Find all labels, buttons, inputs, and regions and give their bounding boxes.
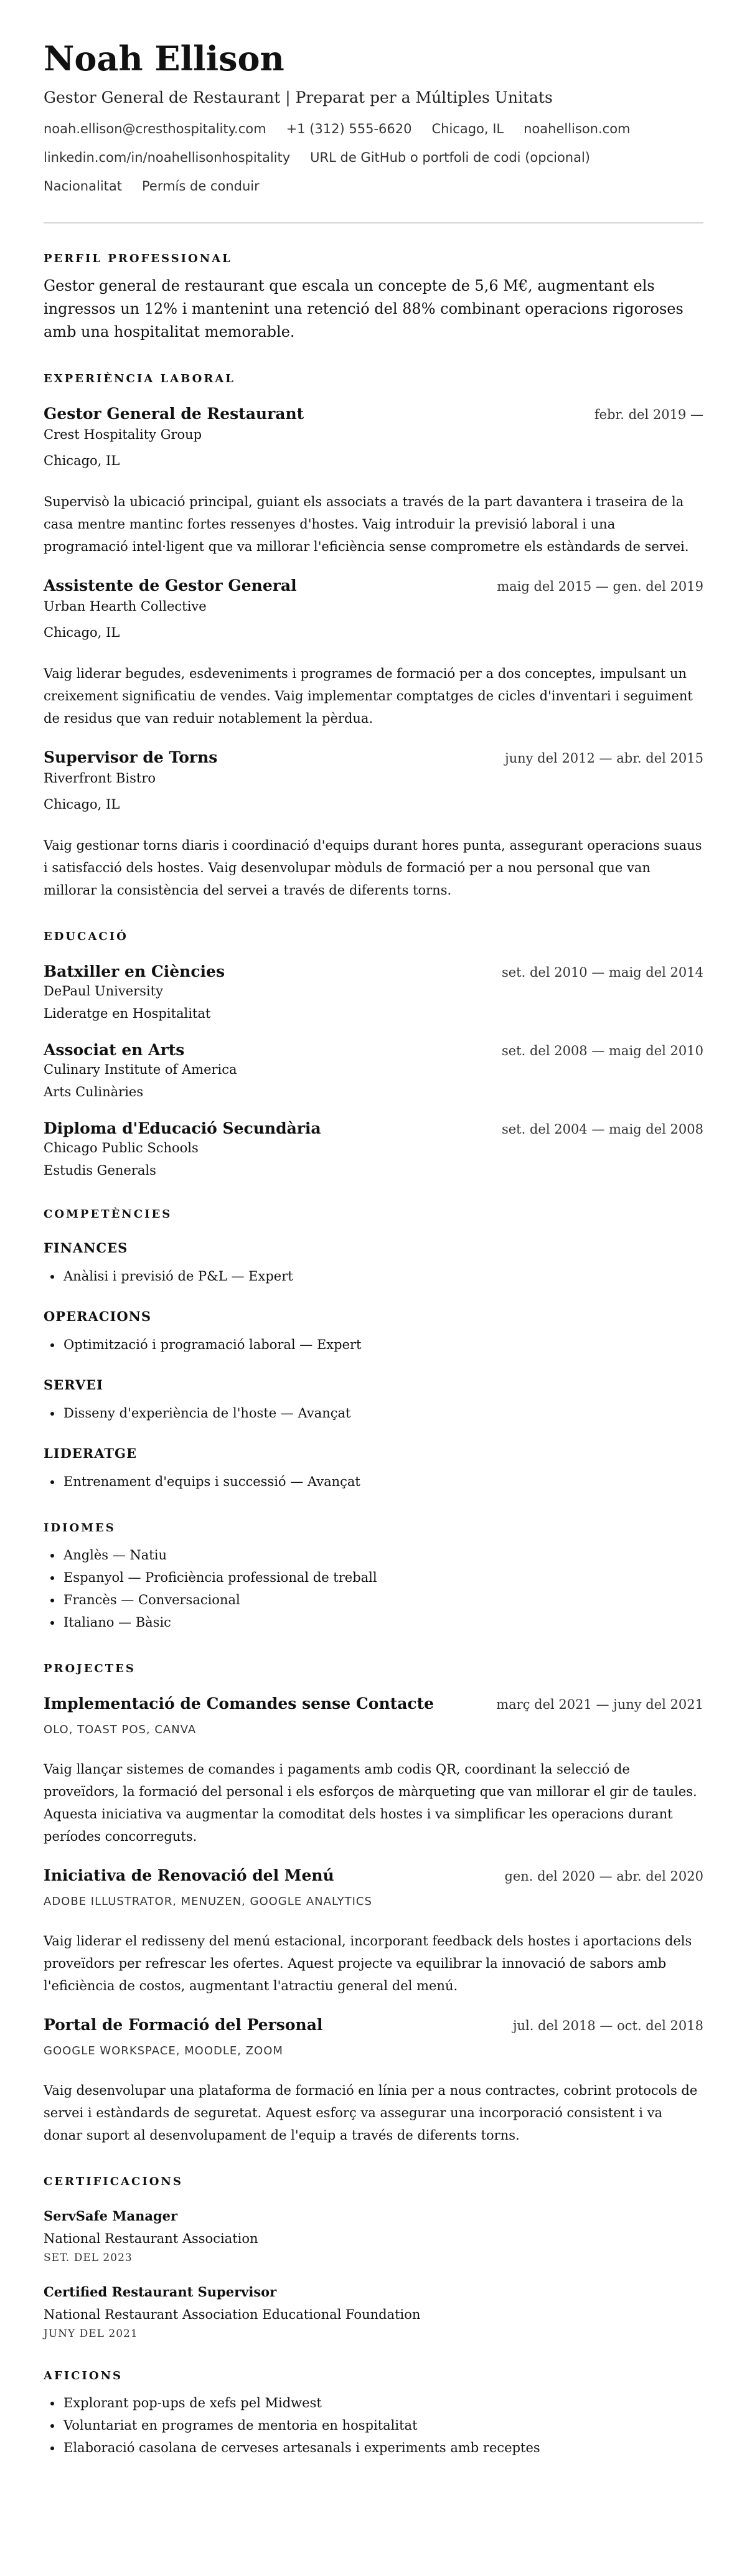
experience-entry [44,576,703,730]
linkedin-link[interactable]: linkedin.com/in/noahellisonhospitality [44,150,291,165]
project-entry [44,2016,703,2146]
job-description: Vaig gestionar torns diaris i coordinació d'equips durant hores punta, assegurant operacions suaus i satisfacció dels hostes. Vaig desenvolupar mòduls de formació per a nou personal que van millorar la consistència del servei a través de diferents torns. [44,838,702,898]
school-name: Culinary Institute of America [44,1062,237,1077]
summary-heading: PERFIL PROFESSIONAL [44,252,232,265]
job-company: Crest Hospitality Group [44,427,202,442]
phone-text: +1 (312) 555-6620 [286,121,412,136]
skill-list [44,1265,703,1287]
hobby-item: • Explorant pop-ups de xefs pel Midwest [62,2392,703,2414]
contact-row-primary [44,121,703,137]
study-field: Lideratge en Hospitalitat [44,1006,211,1021]
skill-item: • Anàlisi i previsió de P&L — Expert [62,1265,703,1287]
skill-item: • Disseny d'experiència de l'hoste — Avançat [62,1402,703,1424]
skill-category: FINANCES [44,1240,128,1256]
degree-dates: set. del 2004 — maig del 2008 [501,1122,703,1137]
school-name: DePaul University [44,984,163,999]
candidate-tagline: Gestor General de Restaurant | Preparat per a Múltiples Unitats [44,88,553,106]
language-item: • Anglès — Natiu [62,1544,703,1566]
skill-category: SERVEI [44,1377,103,1393]
hobby-item: • Voluntariat en programes de mentoria en hospitalitat [62,2414,703,2437]
education-entry [44,962,703,1022]
project-entry [44,1695,703,1848]
project-name: Portal de Formació del Personal [44,2016,323,2034]
skill-list [44,1402,703,1424]
education-heading: EDUCACIÓ [44,930,128,943]
degree-dates: set. del 2010 — maig del 2014 [501,965,703,980]
summary-text: Gestor general de restaurant que escala un concepte de 5,6 M€, augmentant els ingressos un 12% i mantenint una retenció del 88% combinant operacions rigoroses amb una hospitalitat memorable. [44,277,684,341]
job-company: Urban Hearth Collective [44,599,207,614]
skill-list [44,1333,703,1356]
certification-entry [44,2283,703,2341]
job-description: Supervisò la ubicació principal, guiant els associats a través de la part davantera i traseira de la casa mentre mantinc fortes ressenyes d'hostes. Vaig introduir la previsió laboral i una programació intel·ligent que va millorar l'eficiència sense comprometre els estàndards de servei. [44,494,689,554]
certification-issuer: National Restaurant Association [44,2231,258,2246]
certification-date: JUNY DEL 2021 [44,2328,138,2340]
project-dates: jul. del 2018 — oct. del 2018 [512,2018,703,2033]
certification-name: Certified Restaurant Supervisor [44,2284,277,2300]
github-placeholder: URL de GitHub o portfoli de codi (opcional) [310,150,591,165]
language-item: • Francès — Conversacional [62,1589,703,1611]
project-description: Vaig llançar sistemes de comandes i pagaments amb codis QR, coordinant la selecció de proveïdors, la formació del personal i els esforços de màrqueting que van millorar el gir de taules. Aquesta iniciativa va augmentar la comoditat dels hostes i va simplificar les operacions durant períodes concorreguts. [44,1762,697,1844]
certification-entry [44,2207,703,2265]
job-title: Gestor General de Restaurant [44,405,304,423]
nationality-text: Nacionalitat [44,179,122,194]
job-location: Chicago, IL [44,625,120,640]
certifications-heading: CERTIFICACIONS [44,2175,183,2188]
contact-row-extra [44,178,703,194]
experience-entry [44,748,703,901]
job-dates: febr. del 2019 — [594,407,703,422]
skill-item: • Optimització i programació laboral — Expert [62,1333,703,1356]
project-tech: OLO, TOAST POS, CANVA [44,1723,197,1736]
email-link[interactable]: noah.ellison@cresthospitality.com [44,121,266,136]
job-description: Vaig liderar begudes, esdeveniments i programes de formació per a dos conceptes, impulsant un creixement significatiu de vendes. Vaig implementar comptatges de cicles d'inventari i seguiment de residus que van reduir notablement la pèrdua. [44,666,693,726]
job-location: Chicago, IL [44,453,120,468]
education-entry [44,1041,703,1101]
job-dates: maig del 2015 — gen. del 2019 [497,579,703,594]
project-name: Implementació de Comandes sense Contacte [44,1695,435,1713]
hobbies-heading: AFICIONS [44,2369,123,2382]
project-description: Vaig desenvolupar una plataforma de formació en línia per a nous contractes, cobrint protocols de servei i estàndards de seguretat. Aquest esforç va assegurar una incorporació consistent i va donar suport al desenvolupament de l'equip a través de diferents torns. [44,2083,698,2143]
study-field: Estudis Generals [44,1163,156,1178]
degree-title: Diploma d'Educació Secundària [44,1119,321,1137]
certification-issuer: National Restaurant Association Educational Foundation [44,2307,421,2322]
degree-title: Associat en Arts [44,1041,185,1059]
project-tech: GOOGLE WORKSPACE, MOODLE, ZOOM [44,2044,283,2057]
school-name: Chicago Public Schools [44,1140,199,1155]
project-tech: ADOBE ILLUSTRATOR, MENUZEN, GOOGLE ANALYTICS [44,1895,372,1908]
experience-heading: EXPERIÈNCIA LABORAL [44,372,235,385]
candidate-name: Noah Ellison [44,39,284,78]
experience-entry [44,405,703,558]
languages-heading: IDIOMES [44,1521,116,1535]
skill-category: OPERACIONS [44,1309,152,1324]
skill-category: LIDERATGE [44,1445,137,1461]
skill-item: • Entrenament d'equips i successió — Avançat [62,1470,703,1493]
hobby-list [44,2392,703,2459]
job-title: Supervisor de Torns [44,748,218,766]
skills-heading: COMPETÈNCIES [44,1208,172,1221]
license-text: Permís de conduir [142,179,260,194]
project-name: Iniciativa de Renovació del Menú [44,1866,334,1884]
hobby-item: • Elaboració casolana de cerveses artesanals i experiments amb receptes [62,2437,703,2459]
certification-date: SET. DEL 2023 [44,2252,133,2264]
skill-list [44,1470,703,1493]
header-divider [44,222,703,223]
certification-name: ServSafe Manager [44,2208,178,2224]
language-item: • Italiano — Bàsic [62,1611,703,1634]
degree-dates: set. del 2008 — maig del 2010 [501,1043,703,1058]
project-dates: març del 2021 — juny del 2021 [496,1697,703,1712]
website-link[interactable]: noahellison.com [524,121,631,136]
project-entry [44,1866,703,1997]
language-item: • Espanyol — Proficiència professional de treball [62,1566,703,1589]
job-location: Chicago, IL [44,797,120,812]
job-title: Assistente de Gestor General [44,576,297,595]
job-dates: juny del 2012 — abr. del 2015 [505,751,703,766]
education-entry [44,1119,703,1179]
location-text: Chicago, IL [431,121,504,136]
project-dates: gen. del 2020 — abr. del 2020 [504,1869,703,1884]
study-field: Arts Culinàries [44,1084,144,1099]
project-description: Vaig liderar el redisseny del menú estacional, incorporant feedback dels hostes i aportacions dels proveïdors per refrescar les ofertes. Aquest projecte va equilibrar la innovació de sabors amb l'eficiència de costos, augmentant l'atractiu general del menú. [44,1934,692,1993]
job-company: Riverfront Bistro [44,771,156,786]
language-list [44,1544,703,1634]
projects-heading: PROJECTES [44,1662,136,1675]
degree-title: Batxiller en Ciències [44,962,225,980]
contact-row-secondary [44,149,703,166]
